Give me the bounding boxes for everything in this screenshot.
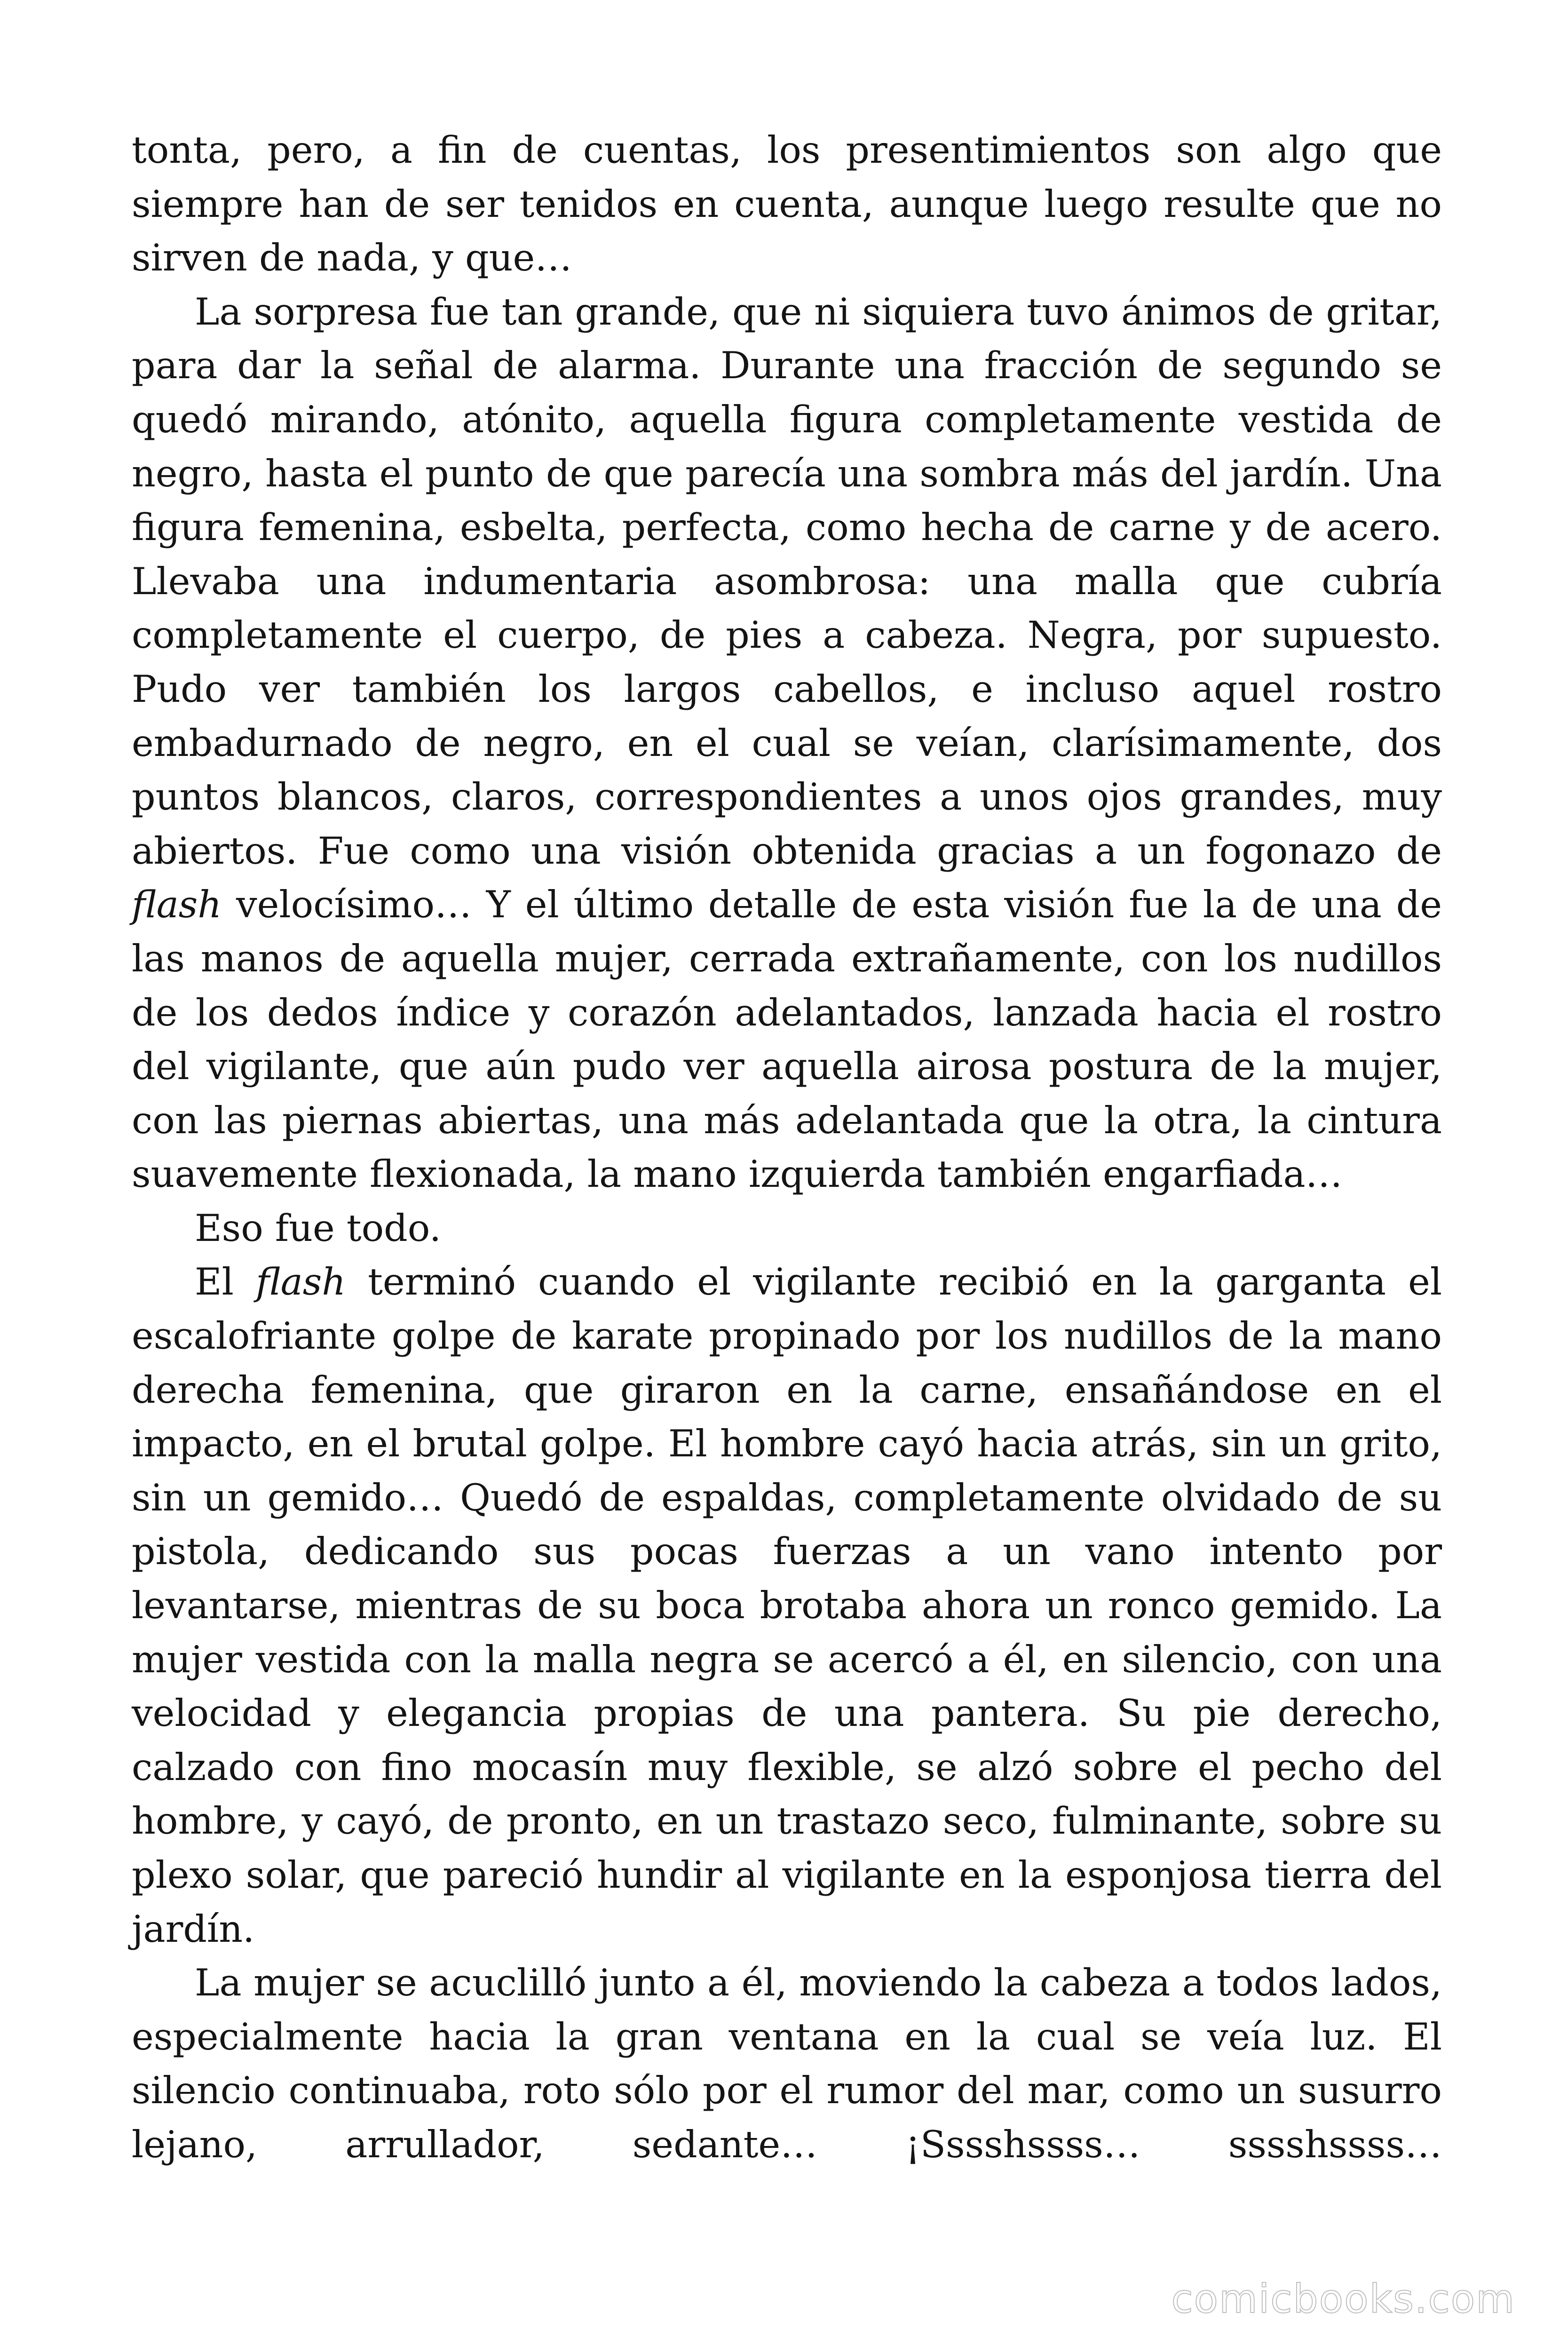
paragraph-4-italic-flash: flash xyxy=(255,1260,346,1304)
paragraph-1-text: tonta, pero, a fin de cuentas, los presentimientos son algo que siempre han de ser tenidos en cuenta, aunque luego resulte que no sirven de nada, y que… xyxy=(132,128,1442,280)
paragraph-2-italic-flash: flash xyxy=(132,883,222,927)
paragraph-5-text: La mujer se acuclilló junto a él, moviendo la cabeza a todos lados, especialmente hacia la gran ventana en la cual se veía luz. El silencio continuaba, roto sólo por el rumor del mar, como un susurro lejano, arrullador, sedante… ¡Sssshssss… sssshssss… xyxy=(132,1961,1442,2166)
paragraph-1 xyxy=(132,123,1442,285)
watermark-text: comicbooks.com xyxy=(1171,2276,1515,2322)
paragraph-4-text-b: terminó cuando el vigilante recibió en la garganta el escalofriante golpe de karate propinado por los nudillos de la mano derecha femenina, que giraron en la carne, ensañándose en el impacto, en el brutal golpe. El hombre cayó hacia atrás, sin un grito, sin un gemido… Quedó de espaldas, completamente olvidado de su pistola, dedicando sus pocas fuerzas a un vano intento por levantarse, mientras de su boca brotaba ahora un ronco gemido. La mujer vestida con la malla negra se acercó a él, en silencio, con una velocidad y elegancia propias de una pantera. Su pie derecho, calzado con fino mocasín muy flexible, se alzó sobre el pecho del hombre, y cayó, de pronto, en un trastazo seco, fulminante, sobre su plexo solar, que pareció hundir al vigilante en la esponjosa tierra del jardín. xyxy=(132,1260,1442,1951)
paragraph-2 xyxy=(132,285,1442,1201)
paragraph-5 xyxy=(132,1956,1442,2171)
paragraph-2-text-b: velocísimo… Y el último detalle de esta visión fue la de una de las manos de aquella mujer, cerrada extrañamente, con los nudillos de los dedos índice y corazón adelantados, lanzada hacia el rostro del vigilante, que aún pudo ver aquella airosa postura de la mujer, con las piernas abiertas, una más adelantada que la otra, la cintura suavemente flexionada, la mano izquierda también engarfiada… xyxy=(132,883,1442,1196)
paragraph-3-text: Eso fue todo. xyxy=(195,1206,442,1250)
paragraph-4 xyxy=(132,1255,1442,1956)
page-body-text xyxy=(132,123,1442,2172)
paragraph-4-text-a: El xyxy=(195,1260,256,1304)
paragraph-2-text-a: La sorpresa fue tan grande, que ni siquiera tuvo ánimos de gritar, para dar la señal de alarma. Durante una fracción de segundo se quedó mirando, atónito, aquella figura completamente vestida de negro, hasta el punto de que parecía una sombra más del jardín. Una figura femenina, esbelta, perfecta, como hecha de carne y de acero. Llevaba una indumentaria asombrosa: una malla que cubría completamente el cuerpo, de pies a cabeza. Negra, por supuesto. Pudo ver también los largos cabellos, e incluso aquel rostro embadurnado de negro, en el cual se veían, clarísimamente, dos puntos blancos, claros, correspondientes a unos ojos grandes, muy abiertos. Fue como una visión obtenida gracias a un fogonazo de xyxy=(132,290,1442,873)
paragraph-3 xyxy=(132,1201,1442,1255)
